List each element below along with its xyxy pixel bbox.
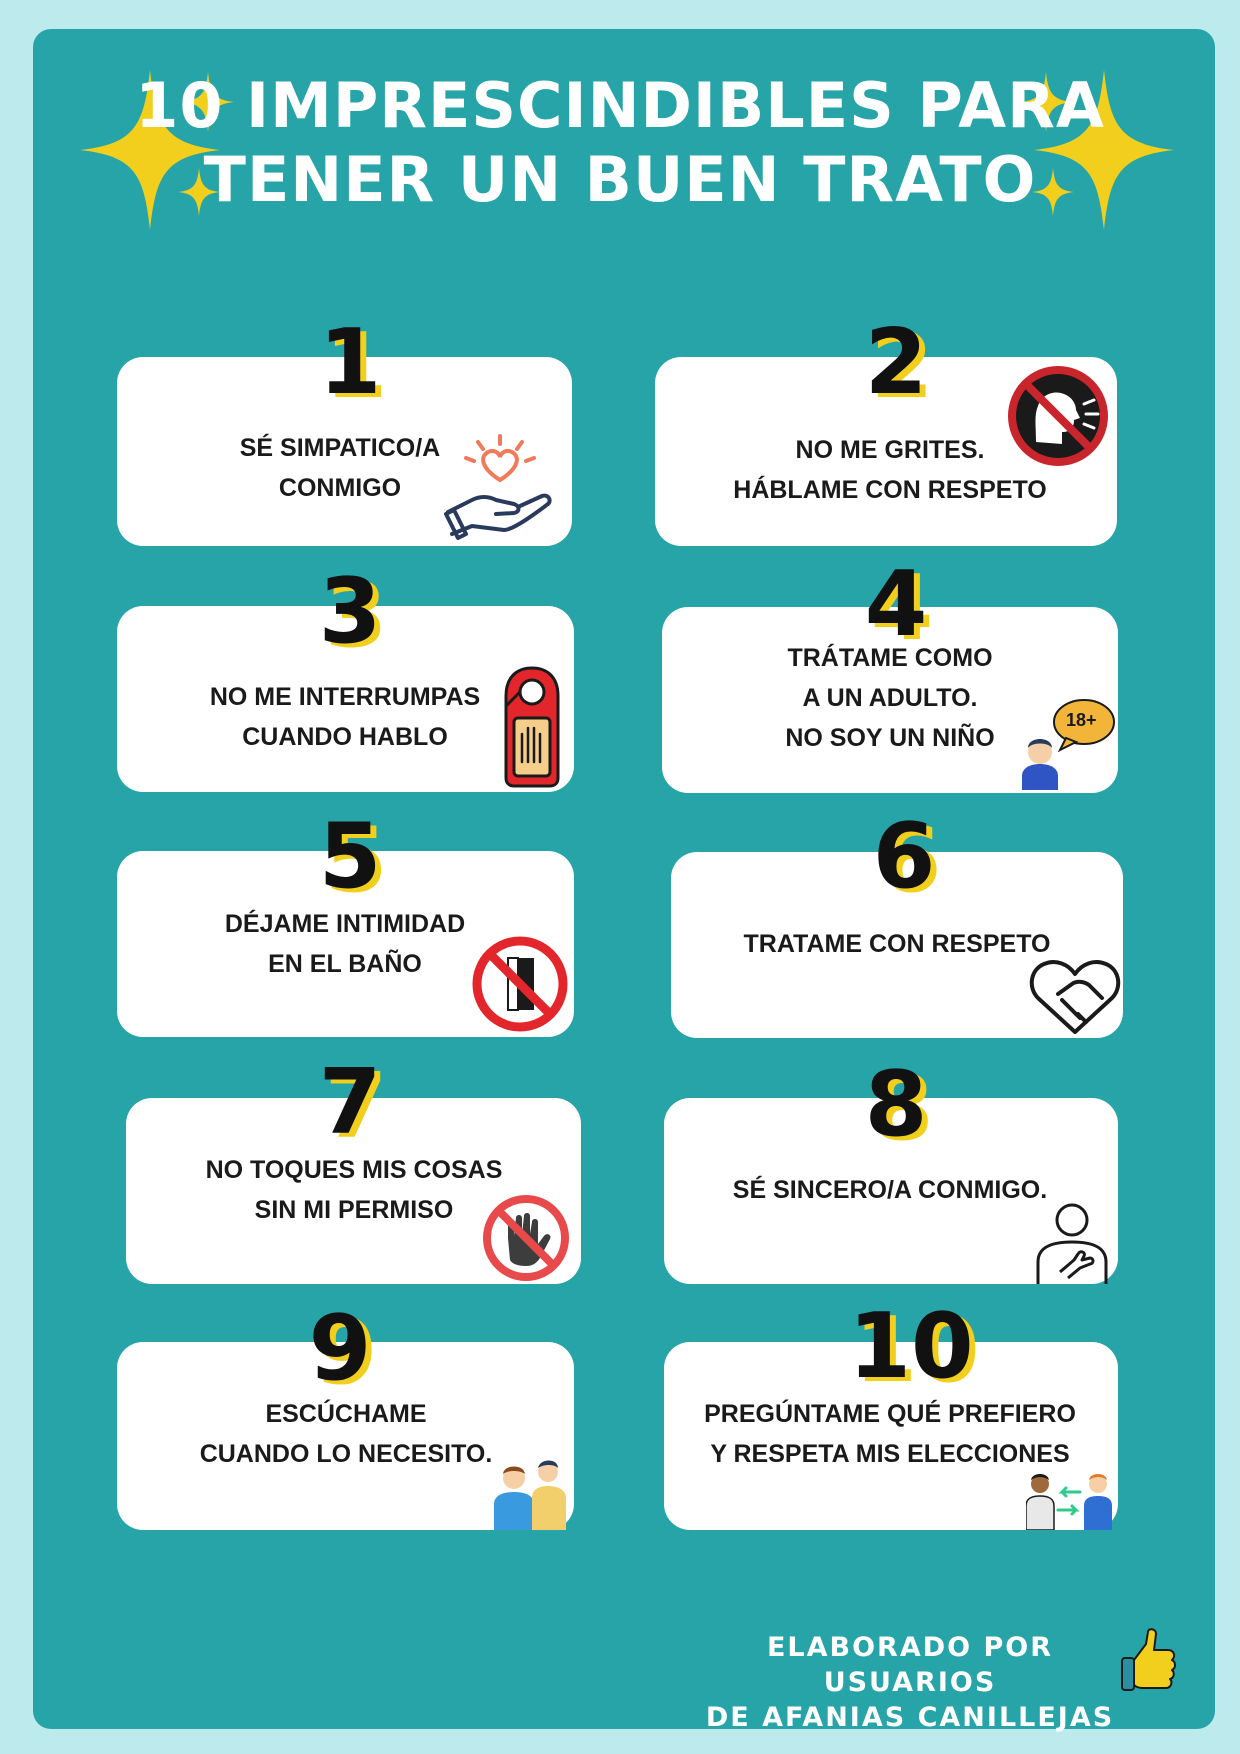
card-5-number: 5 (318, 804, 382, 909)
card-10-text-line-1: PREGÚNTAME QUÉ PREFIERO (704, 1400, 1076, 1428)
card-8-text-line-1: SÉ SINCERO/A CONMIGO. (732, 1176, 1048, 1204)
page-title-line-2: TENER UN BUEN TRATO (203, 143, 1037, 216)
exchange-people-icon (1026, 1470, 1112, 1530)
no-touch-hand-icon (480, 1192, 572, 1284)
hand-on-heart-person-icon (1034, 1202, 1110, 1284)
card-2-text-line-2: HÁBLAME CON RESPETO (733, 476, 1047, 504)
card-1-text-line-2: CONMIGO (278, 474, 402, 502)
card-10-text (680, 1394, 1100, 1474)
card-5-text-line-2: EN EL BAÑO (268, 950, 422, 978)
adult-badge-text: 18+ (1066, 710, 1097, 730)
card-3-number: 3 (318, 559, 382, 664)
card-4-text (740, 638, 1040, 758)
card-9-text (186, 1394, 506, 1474)
page-title-line-1: 10 IMPRESCINDIBLES PARA (135, 69, 1105, 142)
card-5-text-line-1: DÉJAME INTIMIDAD (224, 910, 466, 938)
adult-18-plus-icon (1020, 696, 1118, 790)
card-8-number: 8 (864, 1052, 928, 1157)
card-9-text-line-2: CUANDO LO NECESITO. (199, 1440, 493, 1468)
card-5-text (190, 904, 500, 984)
card-7-number: 7 (318, 1050, 382, 1155)
thumbs-up-icon (1120, 1628, 1176, 1694)
card-3-text (190, 677, 500, 757)
card-6-number: 6 (872, 804, 936, 909)
card-3-text-line-2: CUANDO HABLO (242, 723, 448, 751)
card-8-text (700, 1170, 1080, 1210)
heart-in-hand-icon (444, 430, 556, 542)
card-2-number: 2 (864, 310, 928, 415)
card-6-text (712, 924, 1082, 964)
card-7-text (186, 1150, 522, 1230)
card-9-number: 9 (308, 1296, 372, 1401)
card-4-text-line-2: A UN ADULTO. (802, 684, 978, 712)
footer-credit-line-2: DE AFANIAS CANILLEJAS (705, 1702, 1115, 1733)
heart-handshake-icon (1028, 956, 1122, 1038)
no-shouting-icon (1006, 364, 1110, 468)
card-7-text-line-2: SIN MI PERMISO (254, 1196, 454, 1224)
card-6-text-line-1: TRATAME CON RESPETO (743, 930, 1051, 958)
footer-credit-line-1: ELABORADO POR USUARIOS (766, 1632, 1054, 1698)
card-7-text-line-1: NO TOQUES MIS COSAS (205, 1156, 503, 1184)
card-1-number: 1 (318, 310, 382, 415)
card-4-text-line-3: NO SOY UN NIÑO (785, 724, 995, 752)
card-4-text-line-1: TRÁTAME COMO (787, 644, 993, 672)
card-10-number: 10 (848, 1294, 974, 1399)
do-not-disturb-hanger-icon (500, 666, 564, 788)
card-2-text-line-1: NO ME GRITES. (795, 436, 985, 464)
card-10-text-line-2: Y RESPETA MIS ELECCIONES (710, 1440, 1070, 1468)
footer-credit (700, 1630, 1120, 1735)
no-open-door-icon (470, 934, 570, 1034)
card-9-text-line-1: ESCÚCHAME (265, 1400, 427, 1428)
listening-people-icon (492, 1456, 570, 1530)
card-3-text-line-1: NO ME INTERRUMPAS (209, 683, 481, 711)
card-1-text-line-1: SÉ SIMPATICO/A (239, 434, 441, 462)
card-4-number: 4 (864, 552, 928, 657)
